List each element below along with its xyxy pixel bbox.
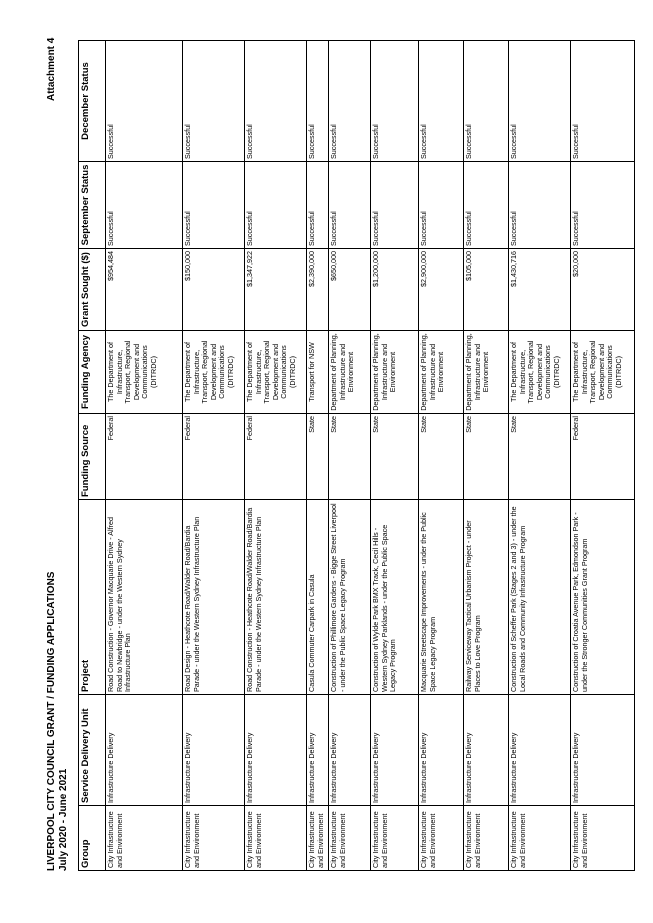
cell-source: State	[509, 414, 571, 500]
cell-group: City Infrastructure and Environment	[371, 806, 419, 871]
table-row	[183, 41, 245, 871]
table-row	[307, 41, 329, 871]
cell-project: Construction of Phillimore Gardens - Bigge Street Liverpool - under the Public Space Legacy Program	[329, 500, 371, 695]
col-header-september: September Status	[79, 162, 106, 249]
col-header-group: Group	[79, 806, 106, 871]
cell-agency: Department of Planning, Infrastructure and Environment	[419, 331, 464, 414]
cell-grant: $650,000	[329, 249, 371, 331]
cell-project: Construction of Wylde Park BMX Track, Cecil Hills - Western Sydney Parklands - under the Public Space Legacy Program	[371, 500, 419, 695]
table-header-row	[79, 41, 106, 871]
cell-december: Successful	[329, 41, 371, 162]
cell-grant: $20,000	[571, 249, 635, 331]
cell-december: Successful	[464, 41, 509, 162]
cell-grant: $1,200,000	[371, 249, 419, 331]
cell-unit: Infrastructure Delivery	[371, 695, 419, 806]
cell-december: Successful	[509, 41, 571, 162]
cell-december: Successful	[371, 41, 419, 162]
cell-source: State	[371, 414, 419, 500]
cell-agency: Department of Planning, Infrastructure and Environment	[329, 331, 371, 414]
cell-september: Successful	[106, 162, 183, 249]
cell-unit: Infrastructure Delivery	[183, 695, 245, 806]
cell-group: City Infrastructure and Environment	[419, 806, 464, 871]
cell-september: Successful	[371, 162, 419, 249]
cell-december: Successful	[245, 41, 307, 162]
cell-group: City Infrastructure and Environment	[571, 806, 635, 871]
cell-september: Successful	[571, 162, 635, 249]
cell-source: State	[419, 414, 464, 500]
cell-unit: Infrastructure Delivery	[464, 695, 509, 806]
cell-september: Successful	[329, 162, 371, 249]
cell-project: Macquarie Streetscape Improvements - under the Public Space Legacy Program	[419, 500, 464, 695]
cell-unit: Infrastructure Delivery	[106, 695, 183, 806]
cell-december: Successful	[571, 41, 635, 162]
cell-source: State	[329, 414, 371, 500]
cell-agency: Transport for NSW	[307, 331, 329, 414]
col-header-source: Funding Source	[79, 414, 106, 500]
cell-september: Successful	[464, 162, 509, 249]
table-row	[245, 41, 307, 871]
cell-group: City Infrastructure and Environment	[464, 806, 509, 871]
col-header-grant: Grant Sought ($)	[79, 249, 106, 331]
cell-agency: Department of Planning, Infrastructure and Environment	[371, 331, 419, 414]
cell-september: Successful	[419, 162, 464, 249]
cell-unit: Infrastructure Delivery	[571, 695, 635, 806]
col-header-project: Project	[79, 500, 106, 695]
col-header-december: December Status	[79, 41, 106, 162]
cell-september: Successful	[183, 162, 245, 249]
cell-grant: $2,900,000	[419, 249, 464, 331]
table-row	[571, 41, 635, 871]
cell-project: Road Construction - Governor Macquarie Drive - Alfred Road to Newbridge - under the Western Sydney Infrastructure Plan	[106, 500, 183, 695]
cell-agency: The Department of Infrastructure, Transport, Regional Development and Communications (DITRDC)	[183, 331, 245, 414]
cell-grant: $150,000	[183, 249, 245, 331]
cell-agency: Department of Planning, Infrastructure and Environment	[464, 331, 509, 414]
cell-source: Federal	[106, 414, 183, 500]
page-subtitle: July 2020 - June 2021	[58, 768, 69, 871]
page-title: LIVERPOOL CITY COUNCIL GRANT / FUNDING APPLICATIONS	[46, 571, 57, 871]
cell-grant: $954,484	[106, 249, 183, 331]
cell-project: Road Design - Heathcote Road/Walder Road/Bardia Parade - under the Western Sydney Infrastructure Plan	[183, 500, 245, 695]
table-row	[419, 41, 464, 871]
cell-unit: Infrastructure Delivery	[307, 695, 329, 806]
cell-december: Successful	[106, 41, 183, 162]
cell-december: Successful	[307, 41, 329, 162]
cell-group: City Infrastructure and Environment	[509, 806, 571, 871]
cell-september: Successful	[245, 162, 307, 249]
cell-december: Successful	[183, 41, 245, 162]
cell-grant: $1,347,922	[245, 249, 307, 331]
cell-september: Successful	[509, 162, 571, 249]
cell-grant: $2,390,000	[307, 249, 329, 331]
cell-project: Road Construction - Heathcote Road/Walder Road/Bardia Parade - under the Western Sydney Infrastructure Plan	[245, 500, 307, 695]
attachment-label: Attachment 4	[46, 37, 57, 101]
cell-source: State	[307, 414, 329, 500]
cell-grant: $105,000	[464, 249, 509, 331]
cell-group: City Infrastructure and Environment	[329, 806, 371, 871]
cell-source: State	[464, 414, 509, 500]
cell-grant: $1,430,716	[509, 249, 571, 331]
cell-group: City Infrastructure and Environment	[183, 806, 245, 871]
cell-source: Federal	[571, 414, 635, 500]
cell-project: Construction of Croatia Avenue Park, Edmondson Park - under the Stronger Communities Grant Program	[571, 500, 635, 695]
cell-project: Construction of Scheffer Park (Stages 2 and 3) - under the Local Roads and Community Infrastructure Program	[509, 500, 571, 695]
cell-september: Successful	[307, 162, 329, 249]
cell-agency: The Department of Infrastructure, Transport, Regional Development and Communications (DITRDC)	[106, 331, 183, 414]
col-header-agency: Funding Agency	[79, 331, 106, 414]
table-row	[106, 41, 183, 871]
cell-group: City Infrastructure and Environment	[106, 806, 183, 871]
cell-source: Federal	[183, 414, 245, 500]
cell-unit: Infrastructure Delivery	[419, 695, 464, 806]
cell-agency: The Department of Infrastructure, Transport, Regional Development and Communications (DITRDC)	[509, 331, 571, 414]
cell-unit: Infrastructure Delivery	[329, 695, 371, 806]
table-row	[329, 41, 371, 871]
cell-group: City Infrastructure and Environment	[307, 806, 329, 871]
table-row	[464, 41, 509, 871]
cell-source: Federal	[245, 414, 307, 500]
col-header-unit: Service Delivery Unit	[79, 695, 106, 806]
grants-table	[78, 40, 635, 871]
table-row	[371, 41, 419, 871]
cell-unit: Infrastructure Delivery	[509, 695, 571, 806]
cell-project: Railway Serviceway Tactical Urbanism Project - under Places to Love Program	[464, 500, 509, 695]
cell-agency: The Department of Infrastructure, Transport, Regional Development and Communications (DITRDC)	[571, 331, 635, 414]
cell-december: Successful	[419, 41, 464, 162]
table-row	[509, 41, 571, 871]
cell-group: City Infrastructure and Environment	[245, 806, 307, 871]
cell-agency: The Department of Infrastructure, Transport, Regional Development and Communications (DITRDC)	[245, 331, 307, 414]
cell-project: Casula Commuter Carpark in Casula	[307, 500, 329, 695]
cell-unit: Infrastructure Delivery	[245, 695, 307, 806]
